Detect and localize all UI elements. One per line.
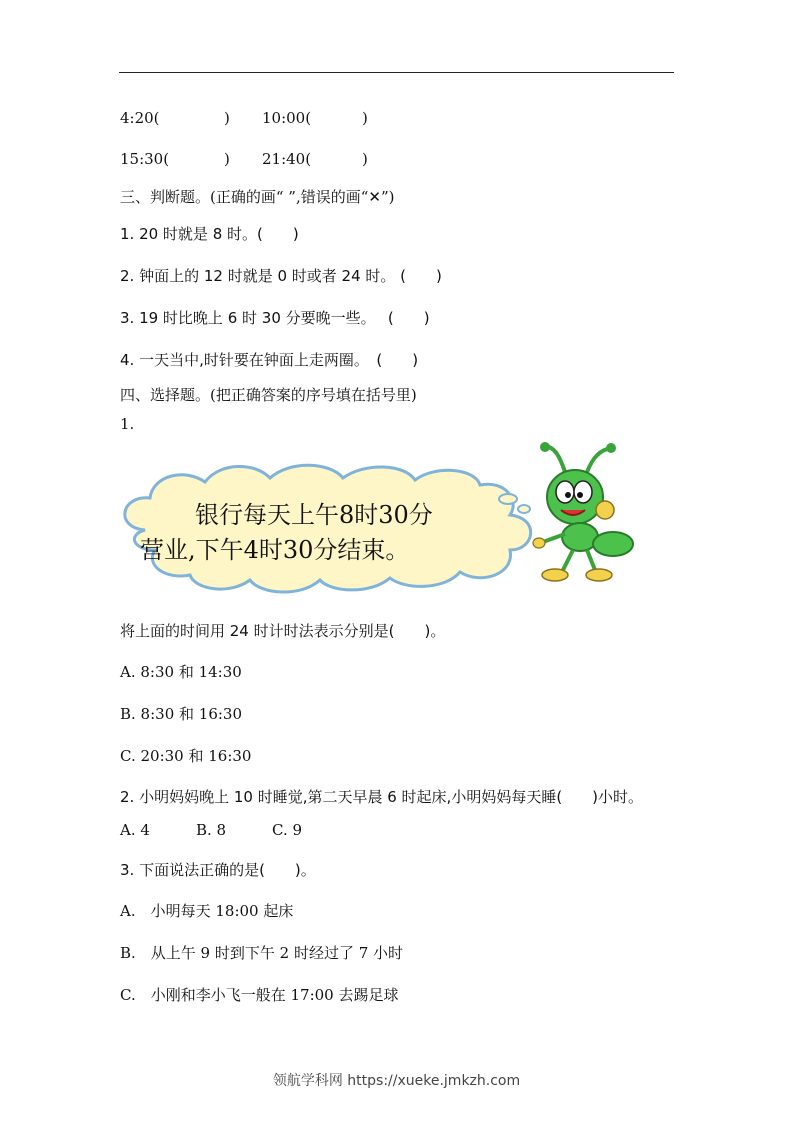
q2-option-b: B. 8: [196, 821, 227, 839]
ant-glove: [596, 501, 614, 519]
ant-shoe: [586, 569, 612, 581]
time-bracket-close: ): [362, 150, 368, 168]
time-item: 15:30(: [120, 150, 170, 168]
time-row-1: [120, 109, 368, 127]
section4-title: 四、选择题。(把正确答案的序号填在括号里): [120, 386, 417, 404]
judge-item-1: 1. 20 时就是 8 时。( ): [120, 225, 299, 243]
question-number: 1.: [120, 415, 135, 433]
ant-antenna-tip: [606, 443, 616, 453]
ant-antenna: [587, 448, 611, 472]
time-bracket-close: ): [224, 109, 230, 127]
thought-bubble: [499, 494, 517, 504]
ant-pupil: [577, 492, 583, 498]
q1-question: 将上面的时间用 24 时计时法表示分别是( )。: [120, 622, 446, 640]
q2-option-a: A. 4: [120, 821, 150, 839]
time-bracket-close: ): [362, 109, 368, 127]
q3-option-b: B. 从上午 9 时到下午 2 时经过了 7 小时: [120, 944, 404, 962]
page-footer: 领航学科网 https://xueke.jmkzh.com: [272, 1073, 521, 1089]
q3-option-a: A. 小明每天 18:00 起床: [120, 902, 294, 920]
time-bracket-close: ): [224, 150, 230, 168]
time-item: 21:40(: [262, 150, 312, 168]
time-row-2: [120, 150, 368, 168]
time-item: 10:00(: [262, 109, 312, 127]
ant-antenna-tip: [540, 442, 550, 452]
ant-leg: [563, 550, 573, 570]
cartoon-ant: [525, 442, 640, 587]
judge-item-2: 2. 钟面上的 12 时就是 0 时或者 24 时。 ( ): [120, 267, 442, 285]
header-rule: [119, 72, 674, 73]
ant-eye: [556, 481, 574, 503]
q2-option-c: C. 9: [272, 821, 303, 839]
time-item: 4:20(: [120, 109, 160, 127]
q3-option-c: C. 小刚和李小飞一般在 17:00 去踢足球: [120, 986, 399, 1004]
cloud-text-line2: 营业,下午4时30分结束。: [140, 536, 410, 564]
q2-options: [120, 821, 302, 839]
ant-shoe: [542, 569, 568, 581]
cloud-text-line1: 银行每天上午8时30分: [195, 501, 433, 529]
q1-option-b: B. 8:30 和 16:30: [120, 705, 243, 723]
q3-question: 3. 下面说法正确的是( )。: [120, 861, 316, 879]
ant-eye: [574, 481, 592, 503]
ant-abdomen: [593, 532, 633, 556]
judge-item-4: 4. 一天当中,时针要在钟面上走两圈。 ( ): [120, 351, 419, 369]
q1-option-a: A. 8:30 和 14:30: [120, 663, 242, 681]
judge-item-3: 3. 19 时比晚上 6 时 30 分要晚一些。 ( ): [120, 309, 430, 327]
ant-glove: [533, 538, 545, 548]
q2-question: 2. 小明妈妈晚上 10 时睡觉,第二天早晨 6 时起床,小明妈妈每天睡( )小时。: [120, 788, 644, 806]
ant-pupil: [565, 492, 571, 498]
section3-title: 三、判断题。(正确的画“ ”,错误的画“✕”): [120, 188, 395, 206]
ant-leg: [587, 550, 595, 570]
q1-option-c: C. 20:30 和 16:30: [120, 747, 252, 765]
